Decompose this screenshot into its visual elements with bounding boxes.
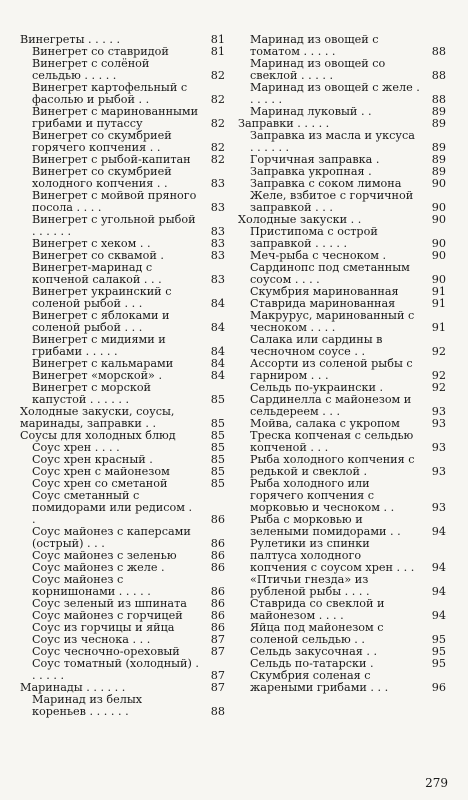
entry-title: Рыба с морковью и зелеными помидорами . .	[250, 513, 401, 538]
entry-page: 84	[210, 369, 225, 382]
entry-page: 93	[431, 417, 446, 430]
entry-title: Заправка с соком лимона	[250, 177, 402, 190]
entry-page: 86	[210, 597, 225, 610]
entry-page: 91	[431, 321, 446, 334]
entry-title: Сардинопс под сметанным соусом . . . .	[250, 261, 410, 286]
index-entry	[238, 226, 446, 250]
index-entry	[238, 334, 446, 358]
entry-page: 90	[431, 237, 446, 250]
entry-title: Заправка укропная .	[250, 165, 372, 178]
entry-page: 87	[210, 633, 225, 646]
index-entry	[20, 310, 225, 334]
entry-title: Холодные закуски . .	[238, 213, 362, 226]
entry-page: 96	[431, 681, 446, 694]
entry-title: Соус зеленый из шпината	[32, 597, 187, 610]
entry-title: Сельдь закусочная . .	[250, 645, 378, 658]
index-entry	[238, 478, 446, 514]
entry-title: Винегрет со сквамой .	[32, 249, 164, 262]
entry-title: Соус томатный (холодный) . . . . . .	[32, 657, 199, 682]
entry-page: 90	[431, 213, 446, 226]
entry-page: 89	[431, 141, 446, 154]
entry-title: Ассорти из соленой рыбы с гарниром . . .	[250, 357, 413, 382]
entry-page: 94	[431, 561, 446, 574]
entry-page: 85	[210, 477, 225, 490]
entry-page: 94	[431, 609, 446, 622]
index-entry	[20, 526, 225, 550]
entry-title: Соус сметанный с помидорами или редисом . .	[32, 489, 193, 526]
entry-title: Соус хрен с майонезом	[32, 465, 170, 478]
entry-page: 85	[210, 417, 225, 430]
entry-page: 93	[431, 465, 446, 478]
index-entry	[20, 190, 225, 214]
entry-title: Винегрет с кальмарами	[32, 357, 174, 370]
index-entry	[20, 130, 225, 154]
index-entry	[238, 538, 446, 574]
entry-page: 89	[431, 153, 446, 166]
entry-page: 87	[210, 669, 225, 682]
entry-title: Ставрида маринованная	[250, 297, 396, 310]
entry-page: 83	[210, 237, 225, 250]
entry-page: 89	[431, 117, 446, 130]
index-entry	[238, 514, 446, 538]
entry-title: Винегрет «морской» .	[32, 369, 162, 382]
entry-title: Треска копченая с сельдью копченой . . .	[250, 429, 414, 454]
entry-title: Винегрет с рыбой-капитан	[32, 153, 191, 166]
entry-page: 95	[431, 657, 446, 670]
entry-page: 85	[210, 453, 225, 466]
entry-title: Соус хрен . . . .	[32, 441, 120, 454]
entry-title: Винегреты . . . . .	[20, 33, 121, 46]
entry-page: 91	[431, 285, 446, 298]
entry-title: Винегрет-маринад с копченой салакой . . .	[32, 261, 162, 286]
entry-title: Мойва, салака с укропом	[250, 417, 400, 430]
entry-title: Соус хрен со сметаной	[32, 477, 168, 490]
index-entry	[238, 262, 446, 286]
entry-title: Винегрет со скумбрией холодного копчения . .	[32, 165, 172, 190]
entry-title: Маринад из овощей с томатом . . . . .	[250, 33, 379, 58]
entry-title: Винегрет с мойвой пряного посола . . . .	[32, 189, 197, 214]
index-entry	[238, 598, 446, 622]
entry-title: Макрурус, маринованный с чесноком . . . .	[250, 309, 415, 334]
entry-page: 93	[431, 405, 446, 418]
entry-title: Заправка из масла и уксуса . . . . . .	[250, 129, 415, 154]
entry-page: 88	[210, 705, 225, 718]
entry-page: 81	[210, 33, 225, 46]
entry-page: 95	[431, 645, 446, 658]
entry-page: 85	[210, 429, 225, 442]
entry-page: 82	[210, 153, 225, 166]
index-entry	[20, 490, 225, 526]
entry-title: Яйца под майонезом с соленой сельдью . .	[250, 621, 384, 646]
entry-page: 84	[210, 345, 225, 358]
entry-title: Скумбрия маринованная	[250, 285, 399, 298]
entry-title: Винегрет со скумбрией горячего копчения . .	[32, 129, 172, 154]
entry-page: 88	[431, 69, 446, 82]
entry-title: Холодные закуски, соусы, маринады, заправки . .	[20, 405, 175, 430]
entry-page: 83	[210, 273, 225, 286]
entry-page: 89	[431, 165, 446, 178]
entry-title: Горчичная заправка .	[250, 153, 380, 166]
index-entry	[238, 622, 446, 646]
entry-page: 94	[431, 525, 446, 538]
entry-title: Винегрет с маринованными грибами и путассу	[32, 105, 199, 130]
entry-title: Винегрет с хеком . .	[32, 237, 151, 250]
entry-title: Соус хрен красный .	[32, 453, 153, 466]
entry-title: Сельдь по-татарски .	[250, 657, 374, 670]
entry-page: 82	[210, 69, 225, 82]
entry-page: 90	[431, 249, 446, 262]
entry-page: 82	[210, 93, 225, 106]
entry-title: Винегрет с яблоками и соленой рыбой . . .	[32, 309, 170, 334]
entry-page: 85	[210, 441, 225, 454]
entry-page: 86	[210, 561, 225, 574]
right-column	[238, 34, 446, 694]
index-entry	[20, 262, 225, 286]
entry-title: Соус майонез с каперсами (острый) . . .	[32, 525, 191, 550]
entry-title: Маринад луковый . .	[250, 105, 372, 118]
entry-page: 94	[431, 585, 446, 598]
entry-title: Пристипома с острой заправкой . . . . .	[250, 225, 378, 250]
entry-page: 92	[431, 345, 446, 358]
index-entry	[238, 82, 446, 106]
entry-page: 82	[210, 141, 225, 154]
entry-title: Заправки . . . . .	[238, 117, 330, 130]
index-entry	[20, 334, 225, 358]
index-entry	[238, 58, 446, 82]
entry-page: 82	[210, 117, 225, 130]
entry-page: 87	[210, 681, 225, 694]
entry-page: 92	[431, 369, 446, 382]
entry-page: 88	[431, 45, 446, 58]
entry-page: 90	[431, 201, 446, 214]
entry-title: Винегрет с солёной сельдью . . . . .	[32, 57, 150, 82]
entry-page: 81	[210, 45, 225, 58]
index-heading	[20, 406, 225, 430]
entry-title: Сельдь по-украински .	[250, 381, 384, 394]
entry-page: 86	[210, 585, 225, 598]
entry-title: Соус чесночно-ореховый	[32, 645, 180, 658]
index-entry	[20, 82, 225, 106]
entry-title: Маринад из овощей с желе . . . . . .	[250, 81, 420, 106]
index-entry	[238, 454, 446, 478]
entry-title: Соус из горчицы и яйца	[32, 621, 175, 634]
entry-title: Соус майонез с горчицей	[32, 609, 183, 622]
entry-page: 91	[431, 297, 446, 310]
entry-page: 83	[210, 225, 225, 238]
index-entry	[238, 190, 446, 214]
index-entry	[20, 166, 225, 190]
entry-title: Маринад из овощей со свеклой . . . . .	[250, 57, 386, 82]
entry-page: 86	[210, 621, 225, 634]
index-entry	[20, 286, 225, 310]
entry-title: Винегрет с морской капустой . . . . . .	[32, 381, 152, 406]
page-number: 279	[425, 776, 448, 790]
entry-title: Соус из чеснока . . .	[32, 633, 151, 646]
index-entry	[238, 310, 446, 334]
index-entry	[20, 58, 225, 82]
entry-title: Рыба холодного копчения с редькой и свеклой .	[250, 453, 415, 478]
entry-title: «Птичьи гнезда» из рубленой рыбы . . . .	[250, 573, 370, 598]
entry-title: Скумбрия соленая с жареными грибами . . .	[250, 669, 389, 694]
entry-title: Рыба холодного или горячего копчения с морковью и чесноком . .	[250, 477, 395, 514]
index-entry	[238, 670, 446, 694]
entry-page: 83	[210, 249, 225, 262]
entry-page: 84	[210, 321, 225, 334]
entry-page: 86	[210, 513, 225, 526]
entry-title: Винегрет украинский с соленой рыбой . . .	[32, 285, 172, 310]
entry-page: 95	[431, 633, 446, 646]
entry-title: Рулетики из спинки палтуса холодного копчения с соусом хрен . . .	[250, 537, 415, 574]
entry-title: Винегрет картофельный с фасолью и рыбой . .	[32, 81, 188, 106]
entry-title: Соус майонез с зеленью	[32, 549, 177, 562]
entry-title: Сардинелла с майонезом и сельдереем . . .	[250, 393, 412, 418]
index-entry	[238, 358, 446, 382]
entry-page: 86	[210, 537, 225, 550]
entry-page: 93	[431, 441, 446, 454]
entry-page: 89	[431, 105, 446, 118]
index-entry	[238, 430, 446, 454]
entry-page: 84	[210, 357, 225, 370]
entry-page: 92	[431, 381, 446, 394]
index-entry	[238, 130, 446, 154]
entry-title: Салака или сардины в чесночном соусе . .	[250, 333, 383, 358]
entry-page: 90	[431, 273, 446, 286]
entry-page: 90	[431, 177, 446, 190]
index-entry	[238, 34, 446, 58]
entry-title: Маринады . . . . . .	[20, 681, 126, 694]
entry-page: 86	[210, 609, 225, 622]
index-entry	[238, 394, 446, 418]
index-entry	[20, 214, 225, 238]
entry-page: 93	[431, 501, 446, 514]
entry-title: Винегрет с мидиями и грибами . . . . .	[32, 333, 166, 358]
entry-title: Винегрет с угольной рыбой . . . . . .	[32, 213, 196, 238]
entry-title: Меч-рыба с чесноком .	[250, 249, 387, 262]
entry-title: Соус майонез с желе .	[32, 561, 165, 574]
entry-title: Винегрет со ставридой	[32, 45, 169, 58]
index-entry	[20, 694, 225, 718]
entry-page: 85	[210, 465, 225, 478]
entry-title: Ставрида со свеклой и майонезом . . . .	[250, 597, 385, 622]
index-entry	[20, 574, 225, 598]
index-entry	[238, 574, 446, 598]
entry-title: Соусы для холодных блюд	[20, 429, 176, 442]
index-entry	[20, 658, 225, 682]
entry-page: 83	[210, 201, 225, 214]
entry-page: 86	[210, 549, 225, 562]
entry-title: Соус майонез с корнишонами . . . . .	[32, 573, 151, 598]
entry-page: 85	[210, 393, 225, 406]
left-column	[20, 34, 225, 718]
entry-page: 88	[431, 93, 446, 106]
entry-page: 84	[210, 297, 225, 310]
index-entry	[20, 106, 225, 130]
entry-title: Маринад из белых кореньев . . . . . .	[32, 693, 143, 718]
entry-page: 83	[210, 177, 225, 190]
entry-page: 87	[210, 645, 225, 658]
index-entry	[20, 382, 225, 406]
entry-title: Желе, взбитое с горчичной заправкой . . .	[250, 189, 414, 214]
